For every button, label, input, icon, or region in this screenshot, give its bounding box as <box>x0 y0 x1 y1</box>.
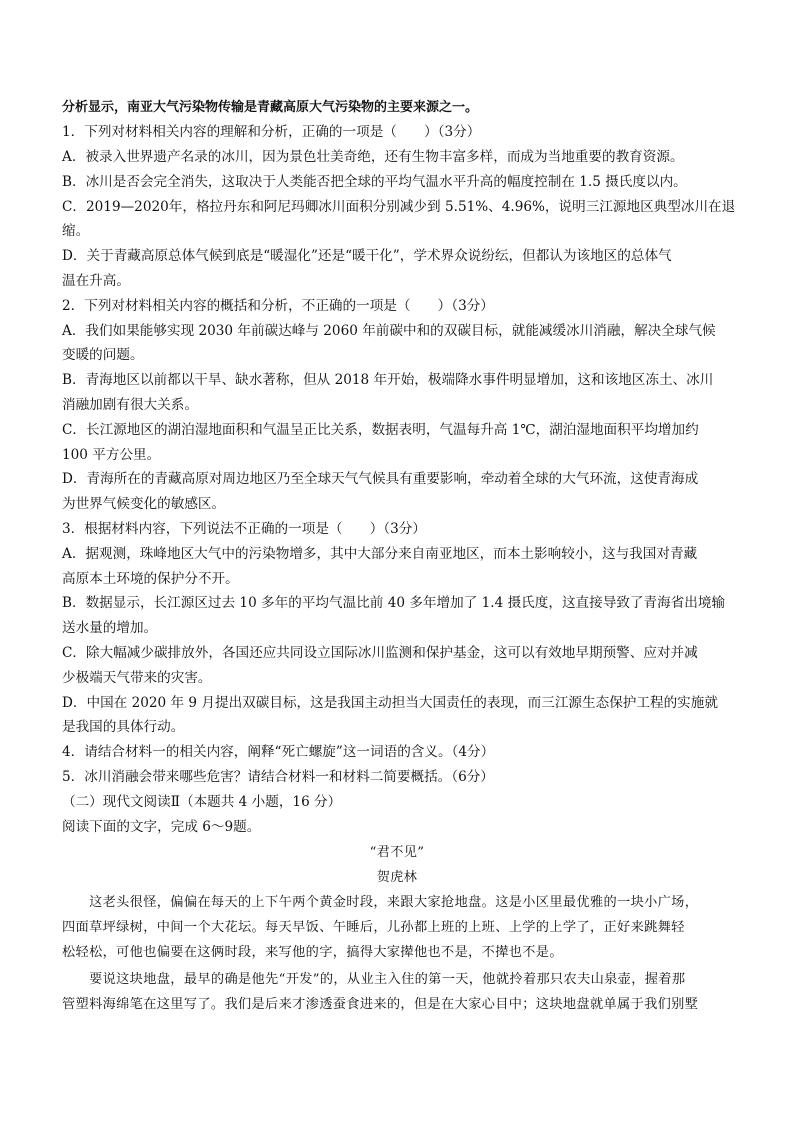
q3-option-b-cont: 送水量的增加。 <box>62 620 158 636</box>
q2-option-b-cont: 消融加剧有很大关系。 <box>62 397 198 413</box>
q3-option-d: D．中国在 2020 年 9 月提出双碳目标，这是我国主动担当大国责任的表现，而三江源生态保护工程的实施就 <box>62 695 718 711</box>
q3-option-c-cont: 少极端天气带来的灾害。 <box>62 670 212 686</box>
story-line-3: 松轻松，可他也偏要在这俩时段，来写他的字，搞得大家撵他也不是，不撵也不是。 <box>62 945 563 960</box>
q3-option-c: C．除大幅减少碳排放外，各国还应共同设立国际冰川监测和保护基金，这可以有效地早期预警、应对并减 <box>62 645 698 661</box>
story-title: “君不见” <box>369 845 425 860</box>
q1-option-c-cont: 缩。 <box>62 223 90 239</box>
question-3: 3．根据材料内容，下列说法不正确的一项是（ ）（3分） <box>62 521 426 537</box>
story-line-5: 管塑料海绵笔在这里写了。我们是后来才渗透蚕食进来的，但是在大家心目中；这块地盘就单属于我们别墅 <box>62 997 699 1012</box>
q2-option-a-cont: 变暖的问题。 <box>62 347 144 363</box>
section-heading: （二）现代文阅读Ⅱ（本题共 4 小题，16 分） <box>62 794 342 810</box>
q3-option-a: A．据观测，珠峰地区大气中的污染物增多，其中大部分来自南亚地区，而本土影响较小，这与我国对青藏 <box>62 546 698 562</box>
q2-option-d-cont: 为世界气候变化的敏感区。 <box>62 496 226 512</box>
q1-option-d-cont: 温在升高。 <box>62 273 130 289</box>
q1-option-b: B．冰川是否会完全消失，这取决于人类能否把全球的平均气温水平升高的幅度控制在 1.5 摄氏度以内。 <box>62 174 687 190</box>
q2-option-d: D．青海所在的青藏高原对周边地区乃至全球天气气候具有重要影响，牵动着全球的大气环流，这使青海成 <box>62 471 699 487</box>
question-1: 1．下列对材料相关内容的理解和分析，正确的一项是（ ）（3分） <box>62 124 481 140</box>
reading-instruction: 阅读下面的文字，完成 6～9题。 <box>62 819 261 835</box>
q1-option-a: A．被录入世界遗产名录的冰川，因为景色壮美奇绝，还有生物丰富多样，而成为当地重要的教育资源。 <box>62 149 684 165</box>
q2-option-c: C．长江源地区的湖泊湿地面积和气温呈正比关系，数据表明，气温每升高 1℃，湖泊湿地面积平均增加约 <box>62 422 699 438</box>
q3-option-b: B．数据显示，长江源区过去 10 多年的平均气温比前 40 多年增加了 1.4 摄氏度，这直接导致了青海省出境输 <box>62 595 726 611</box>
q2-option-a: A．我们如果能够实现 2030 年前碳达峰与 2060 年前碳中和的双碳目标，就能减缓冰川消融，解决全球气候 <box>62 323 716 339</box>
story-author: 贺虎林 <box>376 870 418 885</box>
q3-option-a-cont: 高原本土环境的保护分不开。 <box>62 571 239 587</box>
q3-option-d-cont: 是我国的具体行动。 <box>62 719 185 735</box>
q1-option-c: C．2019—2020年，格拉丹东和阿尼玛卿冰川面积分别减少到 5.51%、4.96%，说明三江源地区典型冰川在退 <box>62 199 736 215</box>
q1-option-d: D．关于青藏高原总体气候到底是“暖湿化”还是“暖干化”，学术界众说纷纭，但都认为该地区的总体气 <box>62 248 672 264</box>
story-line-1: 这老头很怪，偏偏在每天的上下午两个黄金时段，来跟大家抢地盘。这是小区里最优雅的一块小广场， <box>62 895 699 910</box>
question-2: 2．下列对材料相关内容的概括和分析，不正确的一项是（ ）（3分） <box>62 298 494 314</box>
story-line-2: 四面草坪绿树，中间一个大花坛。每天早饭、午睡后，儿孙都上班的上班、上学的上学了，正好来跳舞轻 <box>62 920 685 935</box>
question-4: 4．请结合材料一的相关内容，阐释“死亡螺旋”这一词语的含义。（4分） <box>62 744 495 760</box>
q2-option-b: B．青海地区以前都以干旱、缺水著称，但从 2018 年开始，极端降水事件明显增加，这和该地区冻土、冰川 <box>62 372 714 388</box>
q2-option-c-cont: 100 平方公里。 <box>62 447 161 463</box>
question-5: 5．冰川消融会带来哪些危害？请结合材料一和材料二简要概括。（6分） <box>62 769 494 785</box>
story-line-4: 要说这块地盘，最早的确是他先“开发”的，从业主入住的第一天，他就拎着那只农夫山泉壶，握着那 <box>62 972 686 987</box>
text-line-1: 分析显示，南亚大气污染物传输是青藏高原大气污染物的主要来源之一。 <box>62 100 479 115</box>
